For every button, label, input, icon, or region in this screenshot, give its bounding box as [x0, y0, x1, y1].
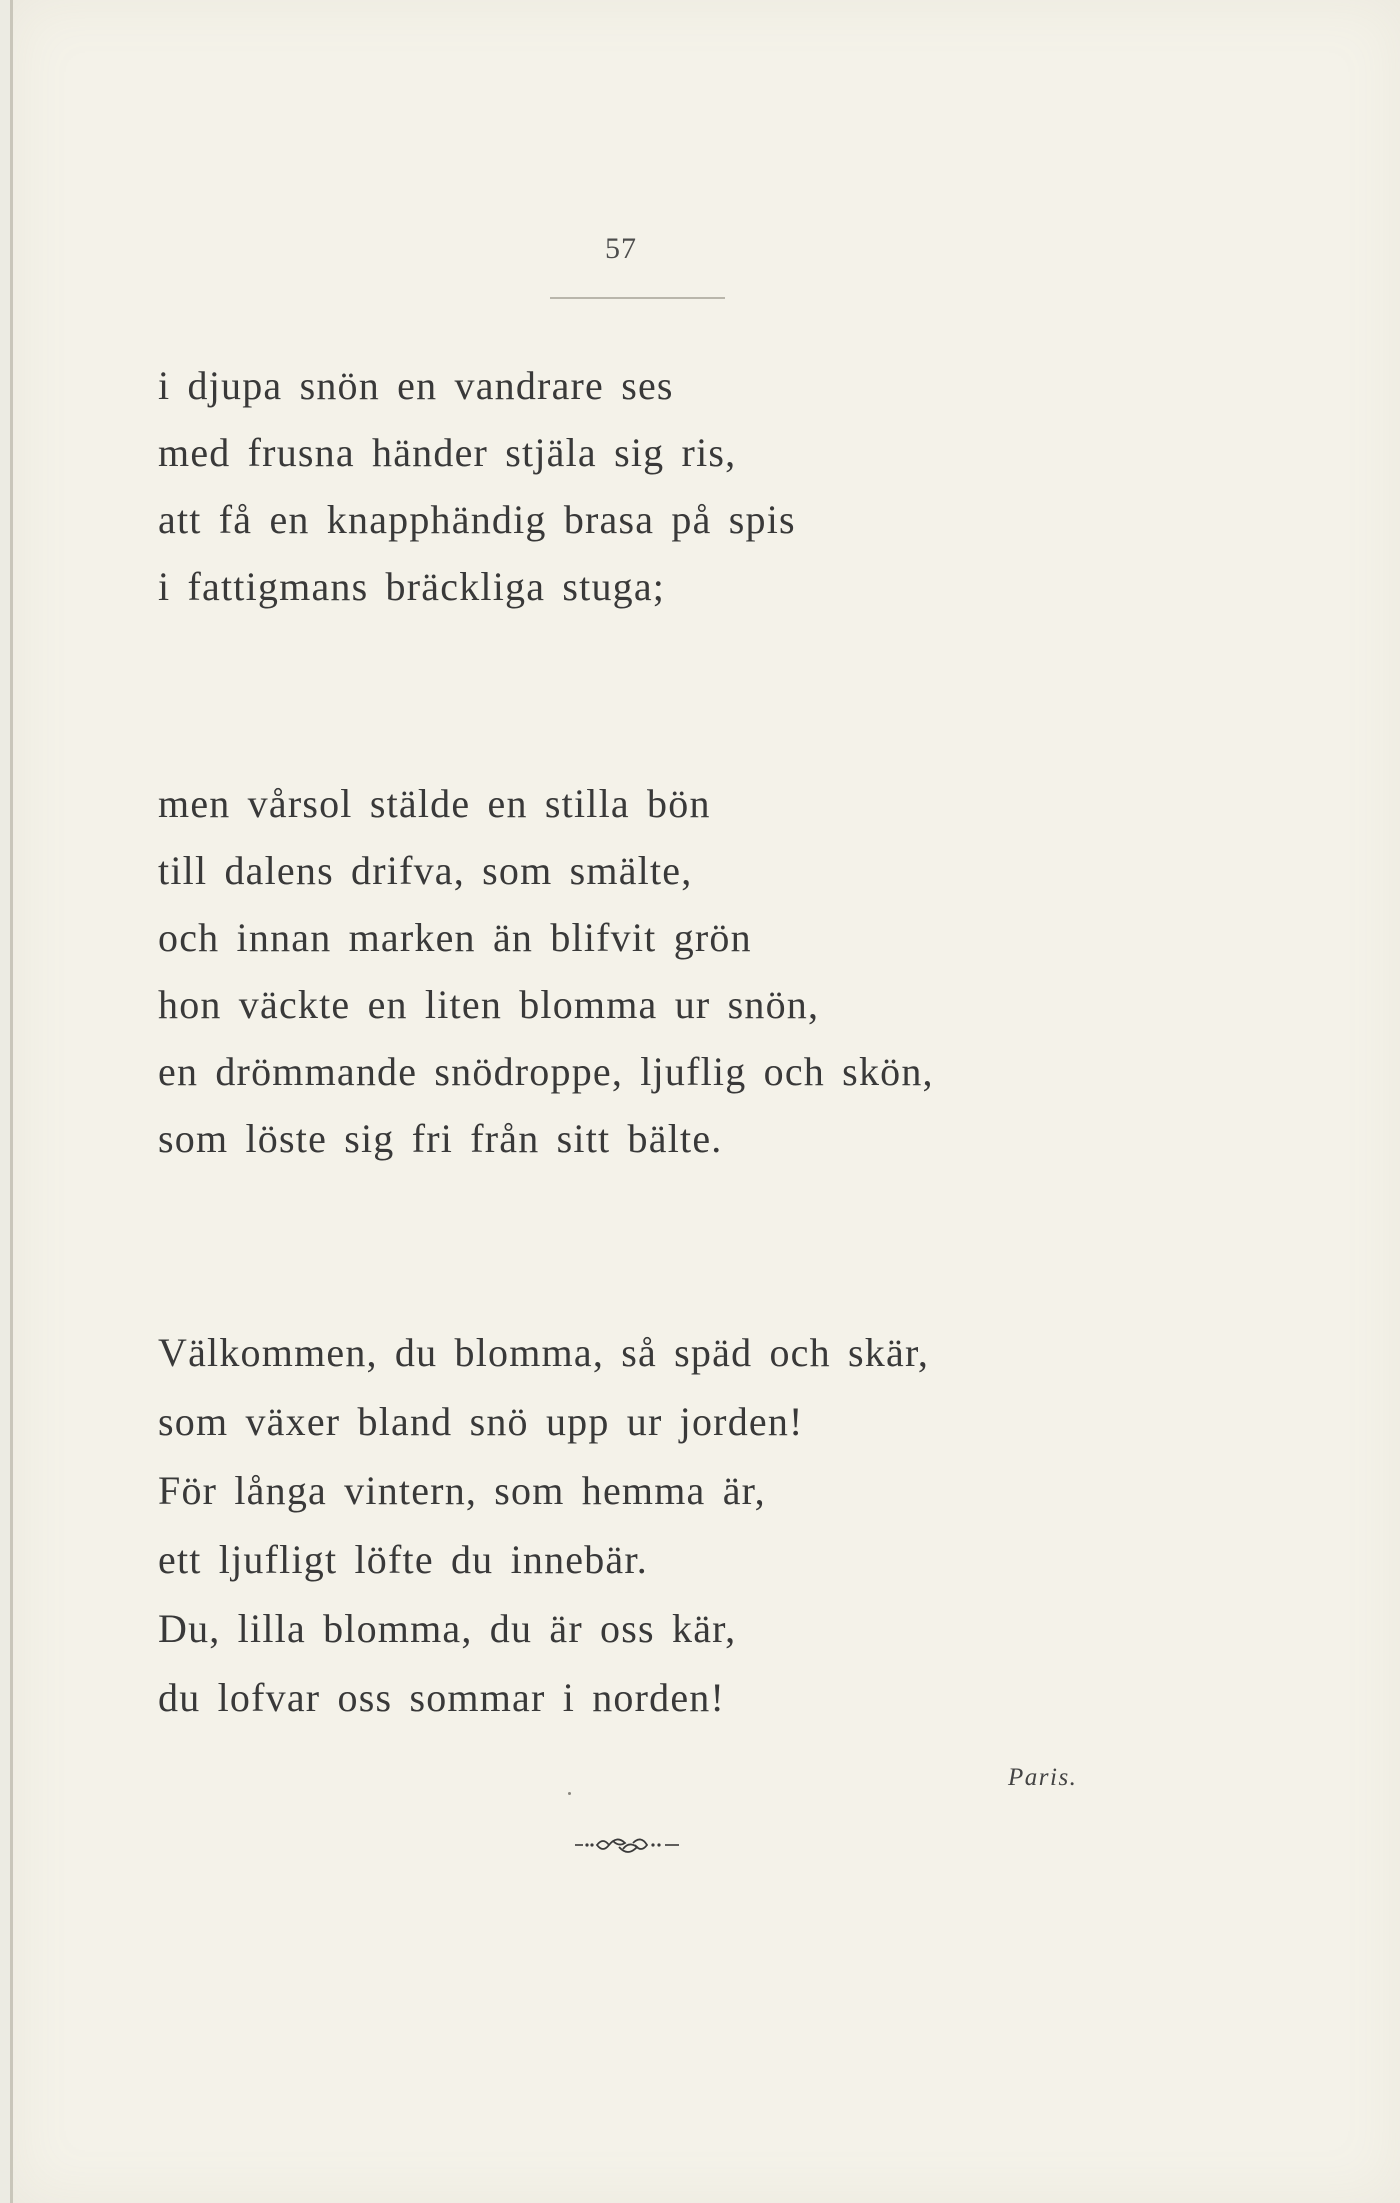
poem-line: Du, lilla blomma, du är oss kär,: [158, 1606, 737, 1651]
poem-line: men vårsol stälde en stilla bön: [158, 781, 711, 826]
poem-line: hon väckte en liten blomma ur snön,: [158, 982, 820, 1027]
poem-line: en drömmande snödroppe, ljuflig och skön,: [158, 1049, 934, 1094]
stanza-2: [158, 770, 1258, 1172]
stanza-3: [158, 1318, 1258, 1732]
page-number: 57: [605, 232, 637, 265]
poem-line: och innan marken än blifvit grön: [158, 915, 752, 960]
stanza-1: [158, 352, 1258, 620]
header-rule: [550, 297, 725, 299]
poem-line: i djupa snön en vandrare ses: [158, 363, 674, 408]
place-signature: Paris.: [1008, 1764, 1078, 1791]
poem-line: För långa vintern, som hemma är,: [158, 1468, 766, 1513]
poem-line: du lofvar oss sommar i norden!: [158, 1675, 726, 1720]
poem-line: som löste sig fri från sitt bälte.: [158, 1116, 723, 1161]
paper-speck: [568, 1792, 571, 1795]
poem-line: att få en knapphändig brasa på spis: [158, 497, 796, 542]
poem-line: i fattigmans bräckliga stuga;: [158, 564, 666, 609]
book-page: [10, 0, 1400, 2203]
poem-line: Välkommen, du blomma, så späd och skär,: [158, 1330, 930, 1375]
poem-line: med frusna händer stjäla sig ris,: [158, 430, 737, 475]
poem-line: som växer bland snö upp ur jorden!: [158, 1399, 804, 1444]
floral-tailpiece-icon: [573, 1833, 683, 1857]
poem-line: till dalens drifva, som smälte,: [158, 848, 693, 893]
poem-line: ett ljufligt löfte du innebär.: [158, 1537, 648, 1582]
